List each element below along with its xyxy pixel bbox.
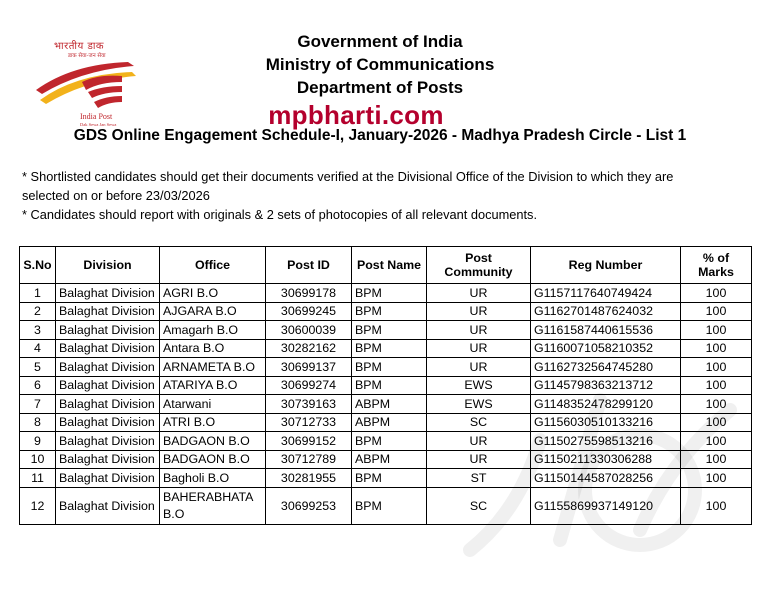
col-header-post-id: Post ID (266, 247, 352, 284)
cell-office: Antara B.O (160, 339, 266, 358)
cell-reg-number: G1155869937149120 (531, 487, 681, 524)
cell-post-name: BPM (352, 487, 427, 524)
cell-marks: 100 (681, 358, 752, 377)
cell-marks: 100 (681, 376, 752, 395)
col-header-office: Office (160, 247, 266, 284)
table-row (20, 469, 752, 488)
header-government: Government of India (297, 32, 463, 51)
col-header-post-community: Post Community (427, 247, 531, 284)
col-header-reg-number: Reg Number (531, 247, 681, 284)
header-ministry: Ministry of Communications (265, 55, 495, 74)
cell-community: UR (427, 284, 531, 303)
cell-division: Balaghat Division (56, 321, 160, 340)
table-row (20, 395, 752, 414)
note-line-1: * Shortlisted candidates should get their documents verified at the Divisional Office of the Division to which they are (22, 169, 674, 184)
note-line-3: * Candidates should report with originals & 2 sets of photocopies of all relevant documents. (22, 207, 538, 222)
cell-community: ST (427, 469, 531, 488)
cell-post-id: 30712733 (266, 413, 352, 432)
cell-office: BADGAON B.O (160, 450, 266, 469)
cell-post-name: BPM (352, 284, 427, 303)
header-department: Department of Posts (296, 78, 464, 97)
cell-marks: 100 (681, 469, 752, 488)
cell-reg-number: G1157117640749424 (531, 284, 681, 303)
cell-marks: 100 (681, 339, 752, 358)
logo-tagline-en: Dak Sewa Jan Sewa (80, 122, 117, 127)
cell-division: Balaghat Division (56, 395, 160, 414)
cell-post-id: 30739163 (266, 395, 352, 414)
cell-marks: 100 (681, 321, 752, 340)
table-row (20, 358, 752, 377)
cell-division: Balaghat Division (56, 302, 160, 321)
cell-community: UR (427, 302, 531, 321)
table-header-row (20, 247, 752, 284)
cell-division: Balaghat Division (56, 339, 160, 358)
cell-sno: 10 (20, 450, 56, 469)
logo-india-post-text: India Post (80, 112, 113, 121)
note-line-2: selected on or before 23/03/2026 (22, 188, 210, 203)
cell-post-id: 30699274 (266, 376, 352, 395)
col-header-marks: % of Marks (681, 247, 752, 284)
table-row (20, 450, 752, 469)
cell-division: Balaghat Division (56, 376, 160, 395)
cell-community: SC (427, 487, 531, 524)
cell-sno: 2 (20, 302, 56, 321)
cell-reg-number: G1161587440615536 (531, 321, 681, 340)
table-row (20, 302, 752, 321)
cell-division: Balaghat Division (56, 358, 160, 377)
col-header-sno: S.No (20, 247, 56, 284)
cell-reg-number: G1160071058210352 (531, 339, 681, 358)
cell-marks: 100 (681, 487, 752, 524)
cell-sno: 9 (20, 432, 56, 451)
cell-sno: 1 (20, 284, 56, 303)
cell-post-id: 30699137 (266, 358, 352, 377)
cell-post-id: 30699152 (266, 432, 352, 451)
cell-marks: 100 (681, 450, 752, 469)
cell-division: Balaghat Division (56, 413, 160, 432)
cell-post-name: ABPM (352, 395, 427, 414)
col-header-post-name: Post Name (352, 247, 427, 284)
cell-reg-number: G1156030510133216 (531, 413, 681, 432)
cell-office: BADGAON B.O (160, 432, 266, 451)
cell-office: AGRI B.O (160, 284, 266, 303)
cell-office: ATRI B.O (160, 413, 266, 432)
cell-community: EWS (427, 395, 531, 414)
cell-community: UR (427, 432, 531, 451)
cell-reg-number: G1150275598513216 (531, 432, 681, 451)
cell-division: Balaghat Division (56, 284, 160, 303)
cell-post-id: 30699178 (266, 284, 352, 303)
cell-marks: 100 (681, 432, 752, 451)
cell-sno: 6 (20, 376, 56, 395)
cell-reg-number: G1162732564745280 (531, 358, 681, 377)
table-row (20, 413, 752, 432)
cell-division: Balaghat Division (56, 469, 160, 488)
document-title: GDS Online Engagement Schedule-I, January-2026 - Madhya Pradesh Circle - List 1 (73, 127, 687, 144)
cell-sno: 8 (20, 413, 56, 432)
cell-post-name: BPM (352, 376, 427, 395)
cell-sno: 7 (20, 395, 56, 414)
cell-post-name: ABPM (352, 450, 427, 469)
cell-office: AJGARA B.O (160, 302, 266, 321)
cell-office: BAHERABHATA B.O (160, 487, 266, 524)
cell-post-id: 30281955 (266, 469, 352, 488)
cell-division: Balaghat Division (56, 450, 160, 469)
cell-reg-number: G1150211330306288 (531, 450, 681, 469)
table-row (20, 376, 752, 395)
cell-post-id: 30712789 (266, 450, 352, 469)
cell-office: Amagarh B.O (160, 321, 266, 340)
cell-sno: 12 (20, 487, 56, 524)
cell-division: Balaghat Division (56, 487, 160, 524)
logo-hindi-text: भारतीय डाक (54, 41, 105, 52)
candidates-table (19, 246, 752, 525)
cell-office: ARNAMETA B.O (160, 358, 266, 377)
cell-community: UR (427, 450, 531, 469)
cell-division: Balaghat Division (56, 432, 160, 451)
cell-reg-number: G1162701487624032 (531, 302, 681, 321)
cell-community: UR (427, 339, 531, 358)
cell-office: Atarwani (160, 395, 266, 414)
col-header-division: Division (56, 247, 160, 284)
table-row (20, 339, 752, 358)
cell-post-name: BPM (352, 358, 427, 377)
cell-community: UR (427, 321, 531, 340)
cell-community: UR (427, 358, 531, 377)
table-row (20, 432, 752, 451)
cell-post-name: BPM (352, 339, 427, 358)
cell-marks: 100 (681, 302, 752, 321)
cell-office: ATARIYA B.O (160, 376, 266, 395)
watermark-text: mpbharti.com (268, 100, 444, 130)
cell-sno: 11 (20, 469, 56, 488)
cell-marks: 100 (681, 284, 752, 303)
cell-reg-number: G1145798363213712 (531, 376, 681, 395)
cell-reg-number: G1148352478299120 (531, 395, 681, 414)
table-row (20, 321, 752, 340)
cell-community: SC (427, 413, 531, 432)
cell-sno: 5 (20, 358, 56, 377)
cell-marks: 100 (681, 413, 752, 432)
cell-sno: 4 (20, 339, 56, 358)
table-row (20, 487, 752, 524)
notes (22, 167, 742, 224)
cell-post-name: BPM (352, 469, 427, 488)
cell-post-name: BPM (352, 432, 427, 451)
cell-post-name: BPM (352, 321, 427, 340)
cell-post-id: 30282162 (266, 339, 352, 358)
cell-office: Bagholi B.O (160, 469, 266, 488)
cell-post-name: BPM (352, 302, 427, 321)
cell-post-id: 30600039 (266, 321, 352, 340)
cell-post-id: 30699245 (266, 302, 352, 321)
cell-community: EWS (427, 376, 531, 395)
cell-marks: 100 (681, 395, 752, 414)
logo-tagline: डाक सेवा-जन सेवा (68, 53, 106, 59)
cell-sno: 3 (20, 321, 56, 340)
cell-post-name: ABPM (352, 413, 427, 432)
table-row (20, 284, 752, 303)
cell-reg-number: G1150144587028256 (531, 469, 681, 488)
cell-post-id: 30699253 (266, 487, 352, 524)
